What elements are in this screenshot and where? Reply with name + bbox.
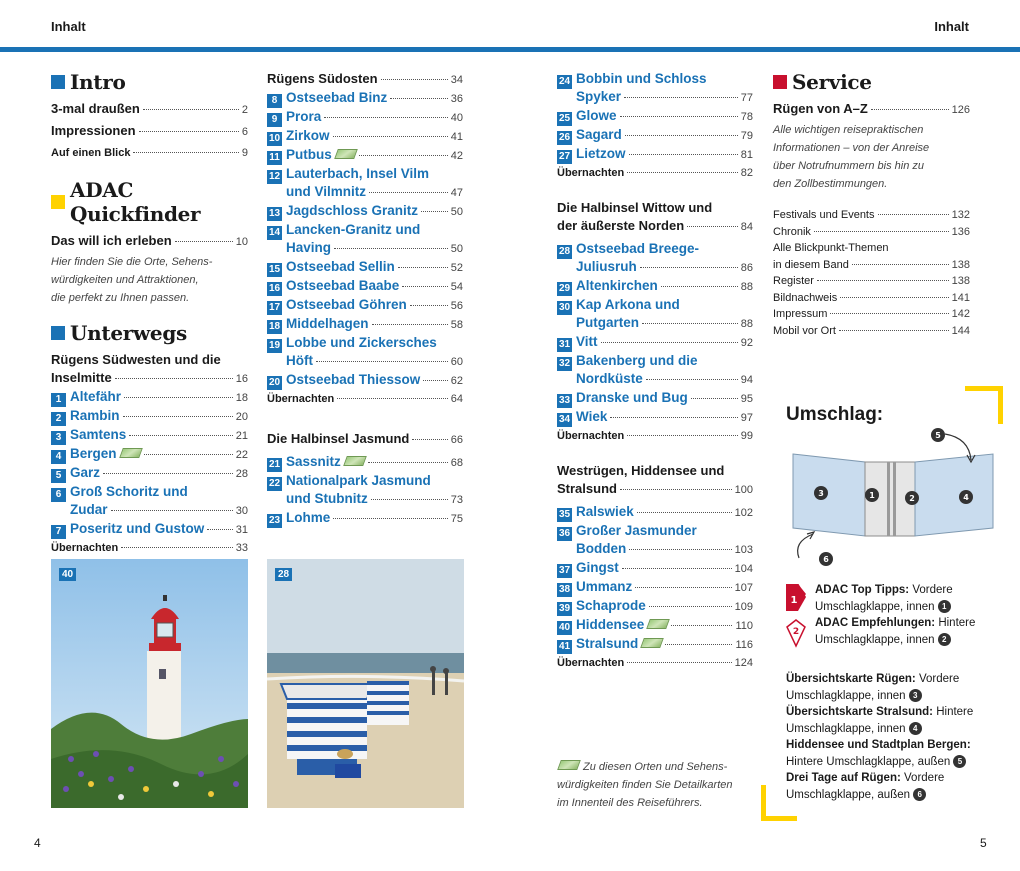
toc-place-cont[interactable]: Having 50 <box>286 240 463 255</box>
toc-entry[interactable]: der äußerste Norden 84 <box>557 218 753 233</box>
toc-entry[interactable]: Übernachten 82 <box>557 167 753 179</box>
toc-place[interactable]: 26 Sagard 79 <box>558 127 753 143</box>
toc-place[interactable]: 2 Rambin 20 <box>51 407 248 426</box>
marker-3: 3 <box>818 489 824 498</box>
toc-entry[interactable]: Impressum 142 <box>773 308 970 320</box>
toc-place[interactable]: 41 Stralsund 116 <box>558 636 753 652</box>
section-quickfinder <box>51 178 248 226</box>
toc-place[interactable]: 25 Glowe 78 <box>558 108 753 124</box>
toc-place-cont[interactable]: Nordküste 94 <box>576 371 753 386</box>
toc-place[interactable]: 17 Ostseebad Göhren 56 <box>268 297 463 313</box>
top-tipp-badge-number: 1 <box>790 595 798 606</box>
toc-place[interactable]: 9 Prora 40 <box>267 108 463 127</box>
toc-entry[interactable]: Auf einen Blick 9 <box>51 147 248 159</box>
toc-column-3 <box>557 70 753 672</box>
toc-entry[interactable]: Übernachten 124 <box>557 657 753 669</box>
red-square-icon <box>773 75 787 89</box>
toc-place[interactable]: 40 Hiddensee 110 <box>558 617 753 633</box>
region-heading[interactable]: Rügens Südosten 34 <box>267 71 463 86</box>
quickfinder-note: Hier finden Sie die Orte, Sehens- würdigkeiten und Attraktionen, die perfekt zu Ihnen passen. <box>51 256 213 304</box>
toc-place[interactable]: 28 Ostseebad Breege- <box>558 241 700 257</box>
marker-6: 6 <box>823 555 829 564</box>
toc-place-cont[interactable]: Juliusruh 86 <box>576 259 753 274</box>
section-unterwegs <box>51 321 248 345</box>
toc-entry[interactable]: Register 138 <box>773 275 970 287</box>
section-title: Service <box>792 70 872 94</box>
umschlag-title: Umschlag: <box>786 404 884 425</box>
running-header-right: Inhalt <box>934 19 969 34</box>
toc-place[interactable]: 23 Lohme 75 <box>268 510 463 526</box>
toc-place[interactable]: 5 Garz 28 <box>51 464 248 483</box>
toc-entry: Alle Blickpunkt-Themen <box>773 242 889 254</box>
toc-column-1 <box>51 70 248 557</box>
marker-2: 2 <box>909 494 915 503</box>
toc-place[interactable]: 36 Großer Jasmunder <box>558 523 697 539</box>
marker-4: 4 <box>963 493 969 502</box>
photo-tag: 28 <box>275 568 292 581</box>
blue-square-icon <box>51 75 65 89</box>
toc-place[interactable]: 6 Groß Schoritz und <box>51 483 248 501</box>
detail-map-hint: Zu diesen Orten und Sehens- würdigkeiten finden Sie Detailkarten im Innenteil des Reiseführers. <box>557 761 733 809</box>
toc-place-cont[interactable]: Höft 60 <box>286 353 463 368</box>
toc-entry[interactable]: in diesem Band 138 <box>773 258 970 271</box>
detail-map-icon <box>334 149 358 159</box>
toc-place[interactable]: 19 Lobbe und Zickersches <box>268 335 437 351</box>
cover-diagram <box>785 424 1000 570</box>
tipp-badges <box>785 584 807 650</box>
toc-entry[interactable]: Das will ich erleben 10 <box>51 233 248 248</box>
toc-place[interactable]: 30 Kap Arkona und <box>558 297 680 313</box>
map-info: Übersichtskarte Rügen: Vordere Umschlagklappe, innen 3 Übersichtskarte Stralsund: Hintere Umschlagklappe, innen 4 Hiddensee und Stadtplan Bergen: Hintere Umschlagklappe, außen 5 Drei Tage auf Rügen: Vordere Umschlagklappe, außen 6 <box>786 673 974 801</box>
toc-entry[interactable]: Bildnachweis 141 <box>773 291 970 304</box>
toc-place[interactable]: 22 Nationalpark Jasmund <box>268 473 431 489</box>
blue-square-icon <box>51 326 65 340</box>
detail-map-icon <box>343 456 367 466</box>
toc-place[interactable]: 7 Poseritz und Gustow 31 <box>51 520 248 539</box>
toc-entry[interactable]: Chronik 136 <box>773 225 970 238</box>
detail-map-icon <box>119 448 143 458</box>
region-heading: Rügens Südwesten und die <box>51 352 221 367</box>
toc-place[interactable]: 18 Middelhagen 58 <box>268 316 463 332</box>
beach-photo <box>267 559 464 808</box>
page-number-left: 4 <box>34 836 41 850</box>
toc-place-cont[interactable]: Putgarten 88 <box>576 315 753 330</box>
marker-5: 5 <box>935 431 941 440</box>
service-list <box>773 207 970 339</box>
toc-place[interactable]: 39 Schaprode 109 <box>558 598 753 614</box>
toc-place[interactable]: 4 Bergen 22 <box>51 445 248 464</box>
marker-1: 1 <box>869 491 875 500</box>
toc-column-2 <box>267 70 463 528</box>
section-intro <box>51 70 248 94</box>
toc-place[interactable]: 34 Wiek 97 <box>558 409 753 425</box>
section-title: Intro <box>70 70 126 94</box>
toc-place[interactable]: 1 Altefähr 18 <box>51 388 248 407</box>
toc-entry[interactable]: Übernachten 33 <box>51 542 248 554</box>
toc-entry[interactable]: Stralsund 100 <box>557 481 753 496</box>
toc-place[interactable]: 37 Gingst 104 <box>558 560 753 576</box>
lighthouse-photo <box>51 559 248 808</box>
toc-entry[interactable]: Impressionen 6 <box>51 123 248 138</box>
toc-place[interactable]: 10 Zirkow 41 <box>268 128 463 144</box>
toc-place-cont[interactable]: Zudar 30 <box>70 502 248 517</box>
toc-place[interactable]: 11 Putbus 42 <box>267 146 463 165</box>
toc-place[interactable]: 38 Ummanz 107 <box>558 579 753 595</box>
toc-place-cont[interactable]: und Vilmnitz 47 <box>286 184 463 199</box>
toc-place-cont[interactable]: und Stubnitz 73 <box>286 491 463 506</box>
header-rule <box>0 47 1020 52</box>
region-heading: Die Halbinsel Wittow und <box>557 200 713 215</box>
region-heading: Westrügen, Hiddensee und <box>557 463 725 478</box>
toc-place-cont[interactable]: Bodden 103 <box>576 541 753 556</box>
toc-place-cont[interactable]: Spyker 77 <box>576 89 753 104</box>
toc-place[interactable]: 29 Altenkirchen 88 <box>558 278 753 294</box>
region-heading[interactable]: Die Halbinsel Jasmund 66 <box>267 431 463 446</box>
detail-map-icon <box>646 619 670 629</box>
section-service <box>773 70 970 94</box>
toc-place[interactable]: 24 Bobbin und Schloss <box>558 71 707 87</box>
running-header-left: Inhalt <box>51 19 86 34</box>
yellow-corner-mark <box>965 386 1003 424</box>
page-number-right: 5 <box>980 836 987 850</box>
toc-place[interactable]: 27 Lietzow 81 <box>558 146 753 162</box>
toc-place[interactable]: 32 Bakenberg und die <box>558 353 698 369</box>
toc-entry[interactable]: Inselmitte 16 <box>51 370 248 385</box>
service-note: Alle wichtigen reisepraktischen Informationen – von der Anreise über Notrufnummern bis hin zu den Zollbestimmungen. <box>773 124 930 190</box>
tipps-info: ADAC Top Tipps: Vordere Umschlagklappe, innen 1 ADAC Empfehlungen: Hintere Umschlagklappe, innen 2 <box>815 584 976 646</box>
toc-entry[interactable]: Übernachten 99 <box>557 430 753 442</box>
toc-place[interactable]: 13 Jagdschloss Granitz 50 <box>268 203 463 219</box>
detail-map-icon <box>557 760 581 770</box>
toc-place[interactable]: 16 Ostseebad Baabe 54 <box>268 278 463 294</box>
toc-entry[interactable]: 3-mal draußen 2 <box>51 101 248 116</box>
yellow-square-icon <box>51 195 65 209</box>
toc-place[interactable]: 21 Sassnitz 68 <box>268 454 463 470</box>
toc-place[interactable]: 33 Dranske und Bug 95 <box>558 390 753 406</box>
toc-place[interactable]: 15 Ostseebad Sellin 52 <box>268 259 463 275</box>
section-title: ADAC Quickfinder <box>70 178 201 226</box>
toc-entry[interactable]: Festivals und Events 132 <box>773 209 970 221</box>
toc-place[interactable]: 14 Lancken-Granitz und <box>268 222 421 238</box>
detail-map-icon <box>640 638 664 648</box>
toc-entry[interactable]: Übernachten 64 <box>267 393 463 405</box>
toc-entry[interactable]: Mobil vor Ort 144 <box>773 324 970 337</box>
toc-place[interactable]: 35 Ralswiek 102 <box>558 504 753 520</box>
toc-place[interactable]: 20 Ostseebad Thiessow 62 <box>268 372 463 388</box>
toc-place[interactable]: 12 Lauterbach, Insel Vilm <box>268 166 430 182</box>
toc-place[interactable]: 3 Samtens 21 <box>51 426 248 445</box>
toc-column-4 <box>773 70 970 339</box>
toc-place[interactable]: 8 Ostseebad Binz 36 <box>267 89 463 108</box>
section-title: Unterwegs <box>70 321 187 345</box>
toc-entry[interactable]: Rügen von A–Z 126 <box>773 101 970 116</box>
empfehlung-badge-number: 2 <box>792 627 800 637</box>
toc-place[interactable]: 31 Vitt 92 <box>558 334 753 350</box>
photo-tag: 40 <box>59 568 76 581</box>
